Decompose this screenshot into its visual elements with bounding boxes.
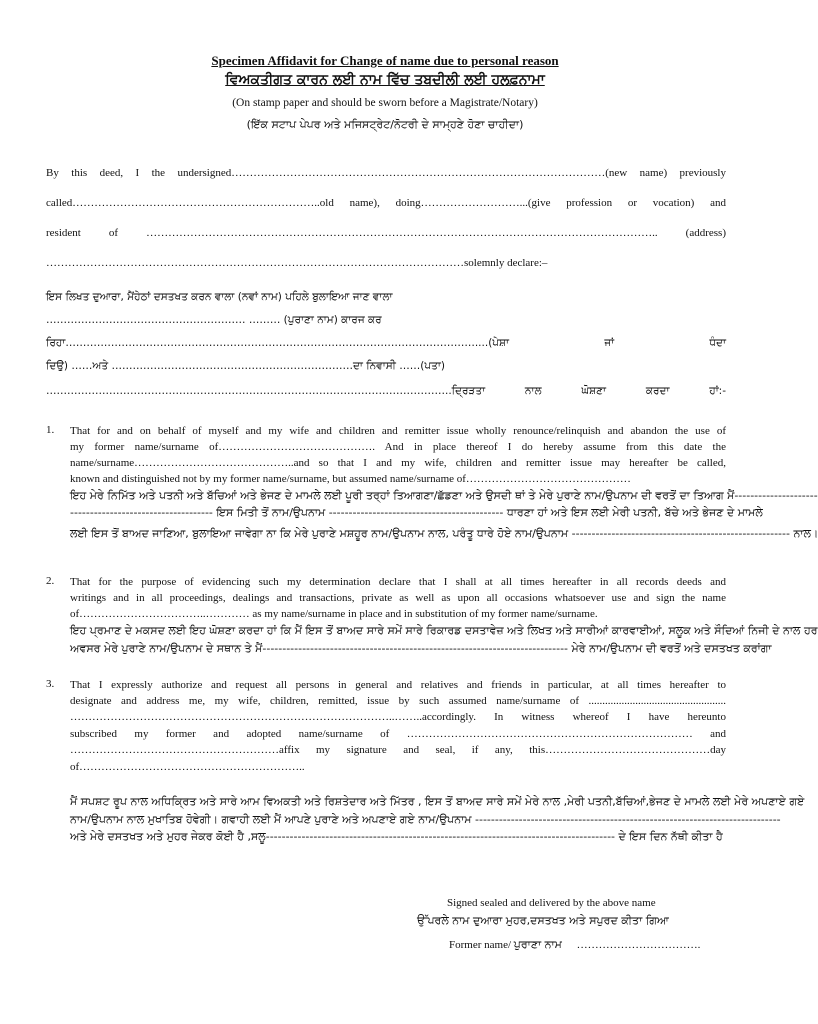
clause-3-line-3: ……………………………………………………………………………..……..accordingly. In witness whereof I have hereunto bbox=[70, 711, 726, 723]
intro-line-1: By this deed, I the undersigned…………………………………………………………………………………………(new name) previously bbox=[46, 167, 726, 179]
former-name-line bbox=[449, 938, 700, 952]
clause-1-pa-line-3: ਲਈ ਇਸ ਤੋਂ ਬਾਅਦ ਜਾਣਿਆ, ਬੁਲਾਇਆ ਜਾਵੇਗਾ ਨਾ ਕਿ ਮੇਰੇ ਪੁਰਾਣੇ ਮਸ਼ਹੂਰ ਨਾਮ/ਉਪਨਾਮ ਨਾਲ, ਪਰੰਤੂ ਧਾਰੇ ਹੋਏ ਨਾਮ/ਉਪਨਾਮ ------------------------------------------------------- ਨਾਲ। bbox=[70, 527, 818, 540]
clause-1-line-2: my former name/surname of……………………………………. And in place thereof I do hereby assume from this date the bbox=[70, 441, 726, 453]
clause-number: 3. bbox=[46, 678, 55, 690]
clause-3-line-1: That I expressly authorize and request all persons in general and relatives and friends in particular, at all times hereafter to bbox=[70, 679, 726, 691]
document-title-punjabi: ਵਿਅਕਤੀਗਤ ਕਾਰਨ ਲਈ ਨਾਮ ਵਿੱਚ ਤਬਦੀਲੀ ਲਈ ਹਲਫ਼ਨਾਮਾ bbox=[225, 72, 545, 88]
intro-pa-line-3: ਰਿਹਾ………………………………………………………………………………………………………....(ਪੇਸ਼ਾ ਜਾਂ ਧੰਦਾ bbox=[46, 337, 726, 349]
clause-3-line-4: subscribed my former and adopted name/surname of …………………………………………………………………… and bbox=[70, 728, 726, 740]
intro-pa-line-4: ਦਿਉ) ……ਅਤੇ ……………………………………………………………ਦਾ ਨਿਵਾਸੀ ……(ਪਤਾ) bbox=[46, 360, 445, 372]
clause-1-line-3: name/surname……………………………………..and so that I and my wife, children and remitter issue may hereafter be called, bbox=[70, 457, 726, 469]
signature-statement: Signed sealed and delivered by the above name bbox=[447, 897, 656, 909]
signature-statement-punjabi: ਉੱਪਰਲੇ ਨਾਮ ਦੁਆਰਾ ਮੁਹਰ,ਦਸਤਖਤ ਅਤੇ ਸਪੁਰਦ ਕੀਤਾ ਗਿਆ bbox=[417, 914, 669, 927]
intro-line-4: ……………………………………………………………………………………………………solemnly declare:– bbox=[46, 257, 548, 269]
clause-1-pa-line-2: ------------------------------------ ਇਸ ਮਿਤੀ ਤੋਂ ਨਾਮ/ਉਪਨਾਮ -------------------------------------------- ਧਾਰਣਾ ਹਾਂ ਅਤੇ ਇਸ ਲਈ ਮੇਰੀ ਪਤਨੀ, ਬੱਚੇ ਅਤੇ ਭੇਜਣ ਦੇ ਮਾਮਲੇ bbox=[70, 506, 763, 519]
clause-2-line-3: of……………………………..………… as my name/surname in place and in substitution of my former name/surname. bbox=[70, 608, 598, 620]
clause-3-line-2: designate and address me, my wife, children, remitted, issue by such assumed name/surname of .................................................. bbox=[70, 695, 726, 707]
clause-2-pa-line-2: ਅਵਸਰ ਮੇਰੇ ਪੁਰਾਣੇ ਨਾਮ/ਉਪਨਾਮ ਦੇ ਸਥਾਨ ਤੇ ਮੈਂ----------------------------------------------------------------------------- ਮੇਰੇ ਨਾਮ/ਉਪਨਾਮ ਦੀ ਵਰਤੋਂ ਅਤੇ ਦਸਤਖਤ ਕਰਾਂਗਾ bbox=[70, 642, 772, 655]
former-name-blank: ……………………………. bbox=[576, 939, 701, 951]
intro-pa-line-1: ਇਸ ਲਿਖਤ ਦੁਆਰਾ, ਮੈਂਹੇਠਾਂ ਦਸਤਖਤ ਕਰਨ ਵਾਲਾ (ਨਵਾਂ ਨਾਮ) ਪਹਿਲੇ ਬੁਲਾਇਆ ਜਾਣ ਵਾਲਾ bbox=[46, 291, 393, 303]
intro-line-3: resident of ………………………………………………………………………………………………………………………….. (address) bbox=[46, 227, 726, 239]
clause-3-pa-line-1: ਮੈਂ ਸਪਸ਼ਟ ਰੂਪ ਨਾਲ ਅਧਿਕ੍ਰਿਤ ਅਤੇ ਸਾਰੇ ਆਮ ਵਿਅਕਤੀ ਅਤੇ ਰਿਸ਼ਤੇਦਾਰ ਅਤੇ ਮਿੱਤਰ , ਇਸ ਤੋਂ ਬਾਅਦ ਸਾਰੇ ਸਮੇਂ ਮੇਰੇ ਨਾਲ ,ਮੇਰੀ ਪਤਨੀ,ਬੱਚਿਆਂ,ਭੇਜਣ ਦੇ ਮਾਮਲੇ ਲਈ ਮੇਰੇ ਅਪਣਾਏ ਗਏ bbox=[70, 795, 805, 808]
document-title: Specimen Affidavit for Change of name due to personal reason bbox=[211, 53, 559, 68]
clause-1-line-4: known and distinguished not by my former name/surname, but assumed name/surname of……………………………………… bbox=[70, 473, 631, 485]
clause-1-pa-line-1: ਇਹ ਮੇਰੇ ਨਿਮਿੱਤ ਅਤੇ ਪਤਨੀ ਅਤੇ ਬੱਚਿਆਂ ਅਤੇ ਭੇਜਣ ਦੇ ਮਾਮਲੇ ਲਈ ਪੂਰੀ ਤਰ੍ਹਾਂ ਤਿਆਗਣਾ/ਛੱਡਣਾ ਅਤੇ ਉਸਦੀ ਥਾਂ ਤੇ ਮੇਰੇ ਪੁਰਾਣੇ ਨਾਮ/ਉਪਨਾਮ ਦੀ ਵਰਤੋਂ ਦਾ ਤਿਆਗ ਮੈਂ--------------------- bbox=[70, 489, 818, 502]
intro-pa-line-2: ………………………………………………… ……… (ਪੁਰਾਣਾ ਨਾਮ) ਕਾਰਜ ਕਰ bbox=[46, 314, 382, 326]
document-subtitle: (On stamp paper and should be sworn before a Magistrate/Notary) bbox=[232, 97, 538, 109]
intro-line-2: called…………………………………………………………..old name), doing………………………...(give profession or vocation) and bbox=[46, 197, 726, 209]
clause-3-pa-line-2: ਨਾਮ/ਉਪਨਾਮ ਨਾਲ ਮੁਖਾਤਿਬ ਹੋਵੇਗੀ। ਗਵਾਹੀ ਲਈ ਮੈਂ ਆਪਣੇ ਪੁਰਾਣੇ ਅਤੇ ਅਪਣਾਏ ਗਏ ਨਾਮ/ਉਪਨਾਮ ----------------------------------------------------------------------------- bbox=[70, 813, 781, 826]
clause-number: 1. bbox=[46, 424, 55, 436]
clause-2-pa-line-1: ਇਹ ਪ੍ਰਮਾਣ ਦੇ ਮਕਸਦ ਲਈ ਇਹ ਘੋਸ਼ਣਾ ਕਰਦਾ ਹਾਂ ਕਿ ਮੈਂ ਇਸ ਤੋਂ ਬਾਅਦ ਸਾਰੇ ਸਮੇਂ ਸਾਰੇ ਰਿਕਾਰਡ ਦਸਤਾਵੇਜ਼ ਅਤੇ ਲਿਖਤ ਅਤੇ ਸਾਰੀਆਂ ਕਾਰਵਾਈਆਂ, ਸਲੂਕ ਅਤੇ ਸੌਦਿਆਂ ਨਿਜੀ ਦੇ ਨਾਲ ਹਰ bbox=[70, 624, 818, 637]
clause-2-line-2: writings and in all proceedings, dealings and transactions, private as well as upon all occasions whatsoever use and sign the name bbox=[70, 592, 726, 604]
document-subtitle-punjabi: (ਇੱਕ ਸਟਾਪ ਪੇਪਰ ਅਤੇ ਮਜਿਸਟ੍ਰੇਟ/ਨੋਟਰੀ ਦੇ ਸਾਮ੍ਹਣੇ ਹੋਣਾ ਚਾਹੀਦਾ) bbox=[246, 118, 524, 131]
former-name-label: Former name/ bbox=[449, 939, 512, 951]
intro-pa-line-5: ……………………………………………………………………………………………………..ਦ੍ਰਿੜਤਾ ਨਾਲ ਘੋਸ਼ਣਾ ਕਰਦਾ ਹਾਂ:- bbox=[46, 385, 726, 397]
former-name-label-punjabi: ਪੁਰਾਣਾ ਨਾਮ bbox=[513, 938, 562, 951]
clause-3-line-6: of…………………………………………………….. bbox=[70, 761, 305, 773]
clause-number: 2. bbox=[46, 575, 55, 587]
clause-3-pa-line-3: ਅਤੇ ਮੇਰੇ ਦਸਤਖਤ ਅਤੇ ਮੁਹਰ ਜੇਕਰ ਕੋਈ ਹੈ ,ਸਲੂ---------------------------------------------------------------------------------------- ਦੇ ਇਸ ਦਿਨ ਨੱਥੀ ਕੀਤਾ ਹੈ bbox=[70, 830, 723, 843]
clause-2-line-1: That for the purpose of evidencing such my determination declare that I shall at all times hereafter in all records deeds and bbox=[70, 576, 726, 588]
clause-1-line-1: That for and on behalf of myself and my wife and children and remitter issue wholly renounce/relinquish and abandon the use of bbox=[70, 425, 726, 437]
clause-3-line-5: …………………………………………………affix my signature and seal, if any, this………………………………………day bbox=[70, 744, 726, 756]
